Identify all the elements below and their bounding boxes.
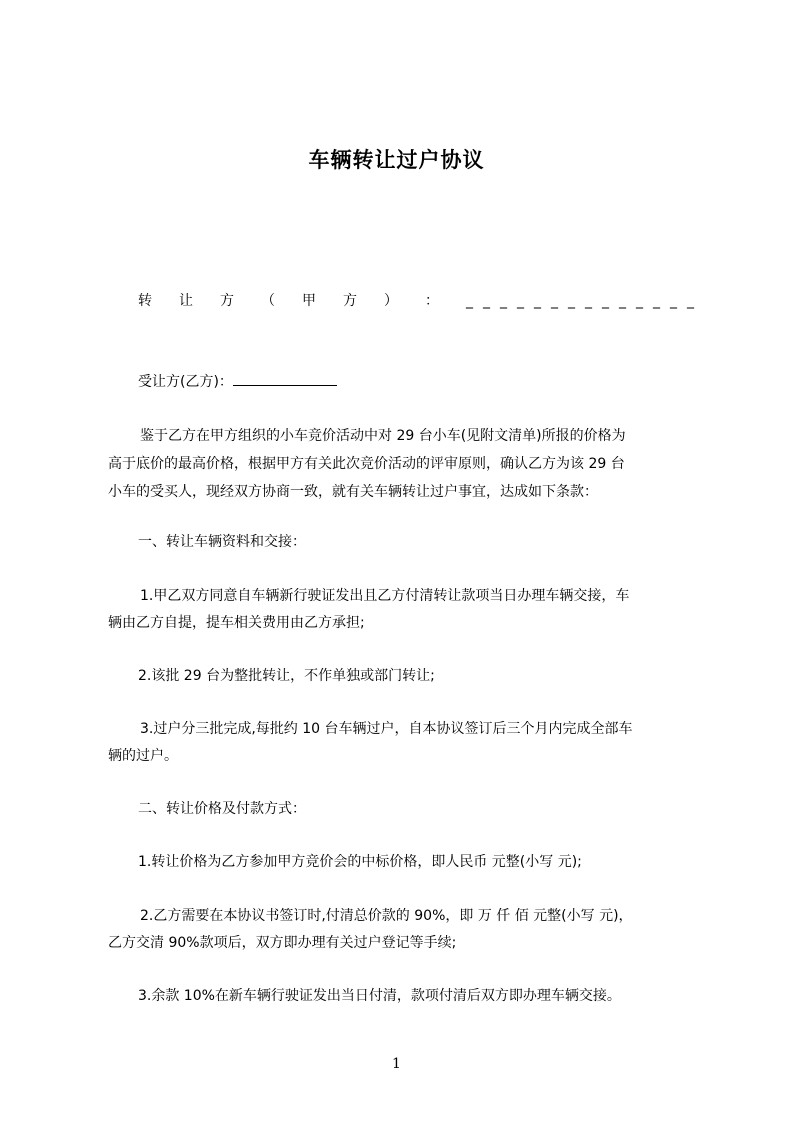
intro-line-2: 高于底价的最高价格，根据甲方有关此次竞价活动的评审原则，确认乙方为该 29 台: [108, 456, 625, 472]
party-b-label: 受让方(乙方)：: [138, 374, 233, 390]
intro-line-3: 小车的受买人，现经双方协商一致，就有关车辆转让过户事宜，达成如下条款：: [108, 484, 598, 500]
s1-item3-line-2: 辆的过户。: [108, 748, 178, 764]
section-1-heading: 一、转让车辆资料和交接：: [138, 534, 306, 550]
party-a-label-char: 让: [179, 293, 193, 309]
party-a-line: [138, 291, 704, 311]
s1-item1-line-1: 1.甲乙双方同意自车辆新行驶证发出且乙方付清转让款项当日办理车辆交接，车: [140, 588, 630, 604]
party-b-blank: [233, 371, 337, 386]
document-title: 车辆转让过户协议: [308, 148, 485, 172]
party-a-label-char: 转: [138, 293, 152, 309]
s1-item3-line-1: 3.过户分三批完成,每批约 10 台车辆过户，自本协议签订后三个月内完成全部车: [140, 721, 633, 737]
s1-item1-line-2: 辆由乙方自提，提车相关费用由乙方承担;: [108, 615, 365, 631]
party-a-label-char: 甲: [302, 293, 316, 309]
party-a-label-char: 方: [343, 293, 357, 309]
s1-item2: 2.该批 29 台为整批转让，不作单独或部门转让;: [138, 668, 435, 684]
section-2-heading: 二、转让价格及付款方式：: [138, 801, 306, 817]
s2-item3: 3.余款 10%在新车辆行驶证发出当日付清，款项付清后双方即办理车辆交接。: [138, 988, 621, 1004]
party-a-label-char: ：: [425, 293, 439, 309]
s2-item2-line-2: 乙方交清 90%款项后，双方即办理有关过户登记等手续;: [108, 935, 457, 951]
party-a-label-char: （: [261, 293, 275, 309]
party-b-line: [138, 371, 337, 392]
party-a-label-char: 方: [220, 293, 234, 309]
party-a-blank: ______________: [466, 293, 704, 309]
party-a-label-char: ）: [384, 293, 398, 309]
intro-line-1: 鉴于乙方在甲方组织的小车竞价活动中对 29 台小车(见附文清单)所报的价格为: [140, 428, 626, 444]
s2-item2-line-1: 2.乙方需要在本协议书签订时,付清总价款的 90%，即 万 仟 佰 元整(小写 元)，: [140, 908, 633, 924]
s2-item1: 1.转让价格为乙方参加甲方竞价会的中标价格，即人民币 元整(小写 元);: [138, 854, 582, 870]
page-number: 1: [392, 1056, 401, 1072]
